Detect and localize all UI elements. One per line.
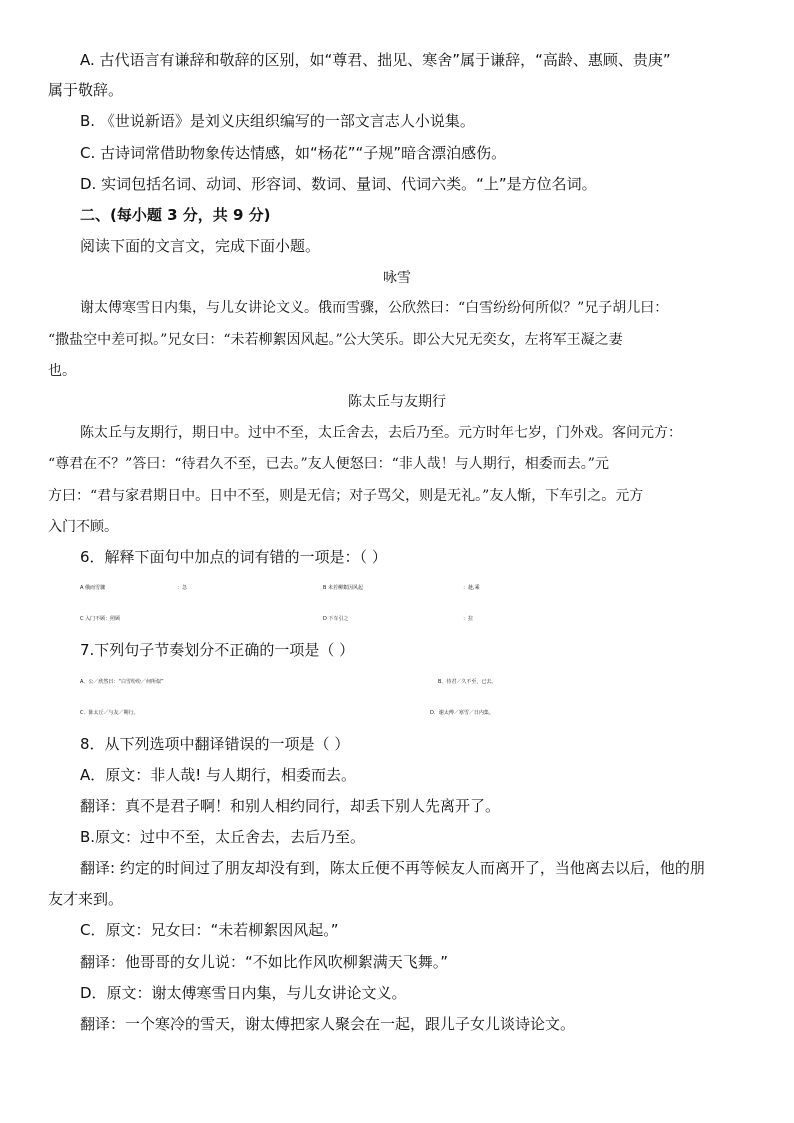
passage1-title: 咏雪 [383, 270, 411, 286]
q8-option-c-translation: 翻译：他哥哥的女儿说：“不如比作风吹柳絮满天飞舞。” [80, 953, 449, 971]
q5-option-b: B. 《世说新语》是刘义庆组织编写的一部文言志人小说集。 [80, 112, 475, 130]
q8-option-d-original: D．原文：谢太傅寒雪日内集，与儿女讲论文义。 [80, 984, 407, 1002]
q6-option-d-text: D 下车引之 [323, 616, 349, 622]
passage1-line: 谢太傅寒雪日内集，与儿女讲论文义。俄而雪骤，公欣然曰：“白雪纷纷何所似？”兄子胡儿曰： [80, 300, 669, 316]
q6-option-a-gloss: ：急 [177, 585, 188, 591]
passage2-title: 陈太丘与友期行 [348, 394, 446, 410]
section-heading: 二、(每小题 3 分，共 9 分) [80, 206, 271, 224]
q5-option-a-line2: 属于敬辞。 [48, 81, 124, 99]
q7-option-d: D．谢太傅／寒雪／日内集。 [430, 710, 494, 716]
passage2-line: 陈太丘与友期行，期日中。过中不至，太丘舍去，去后乃至。元方时年七岁，门外戏。客问元方： [80, 425, 682, 441]
q6-option-b-text: B 未若柳絮因风起 [323, 585, 364, 591]
q6-option-c: C 入门不顾：照顾 [80, 616, 121, 622]
q8-option-a-translation: 翻译：真不是君子啊！和别人相约同行，却丢下别人先离开了。 [80, 797, 501, 815]
q8-option-d-translation: 翻译：一个寒冷的雪天，谢太傅把家人聚会在一起，跟儿子女儿谈诗论文。 [80, 1015, 576, 1033]
q7-options-row1 [80, 672, 780, 692]
q5-option-c: C. 古诗词常借助物象传达情感，如“杨花”“子规”暗含漂泊感伤。 [80, 144, 507, 162]
q7-options-row2 [80, 703, 780, 723]
q6-options-row2 [80, 609, 780, 629]
passage1-line: “撒盐空中差可拟。”兄女曰：“未若柳絮因风起。”公大笑乐。即公大兄无奕女，左将军王凝之妻 [48, 332, 623, 348]
passage2-line: “尊君在不？”答曰：“待君久不至，已去。”友人便怒曰：“非人哉！与人期行，相委而去。”元 [48, 456, 609, 472]
q7-option-a: A．公／欣然曰：“白雪纷纷／何所似” [80, 679, 164, 685]
q5-option-a-line1: A. 古代语言有谦辞和敬辞的区别，如“尊君、拙见、寒舍”属于谦辞，“高龄、惠顾、贵庚” [80, 51, 671, 69]
passage2-line: 入门不顾。 [48, 519, 118, 535]
q6-option-d-gloss: ：拉 [463, 616, 474, 622]
q8-stem: 8．从下列选项中翻译错误的一项是（ ） [80, 735, 350, 753]
passage2-line: 方曰：“君与家君期日中。日中不至，则是无信；对子骂父，则是无礼。”友人惭，下车引之。元方 [48, 488, 644, 504]
q8-option-c-original: C．原文：兄女曰：“未若柳絮因风起。” [80, 921, 339, 939]
q6-options-row1 [80, 578, 780, 598]
q6-option-a-text: A 俄而雪骤 [80, 585, 106, 591]
q7-stem: 7.下列句子节奏划分不正确的一项是（ ） [80, 641, 355, 659]
q8-option-b-translation-line1: 翻译: 约定的时间过了朋友却没有到，陈太丘便不再等候友人而离开了，当他离去以后，他的朋 [80, 859, 705, 877]
q8-option-b-translation-line2: 友才来到。 [48, 890, 124, 908]
q6-option-b-gloss: ：趁,乘 [463, 585, 480, 591]
section-instruction: 阅读下面的文言文，完成下面小题。 [80, 237, 321, 255]
passage1-line: 也。 [48, 363, 76, 379]
q7-option-b: B．待君／久不至，已去。 [438, 679, 497, 685]
q8-option-a-original: A．原文：非人哉! 与人期行，相委而去。 [80, 766, 357, 784]
q7-option-c: C．陈太丘／与友／期行。 [80, 710, 139, 716]
q6-stem: 6．解释下面句中加点的词有错的一项是：（ ） [80, 548, 387, 566]
q8-option-b-original: B.原文：过中不至，太丘舍去，去后乃至。 [80, 828, 366, 846]
q5-option-d: D. 实词包括名词、动词、形容词、数词、量词、代词六类。“上”是方位名词。 [80, 175, 597, 193]
